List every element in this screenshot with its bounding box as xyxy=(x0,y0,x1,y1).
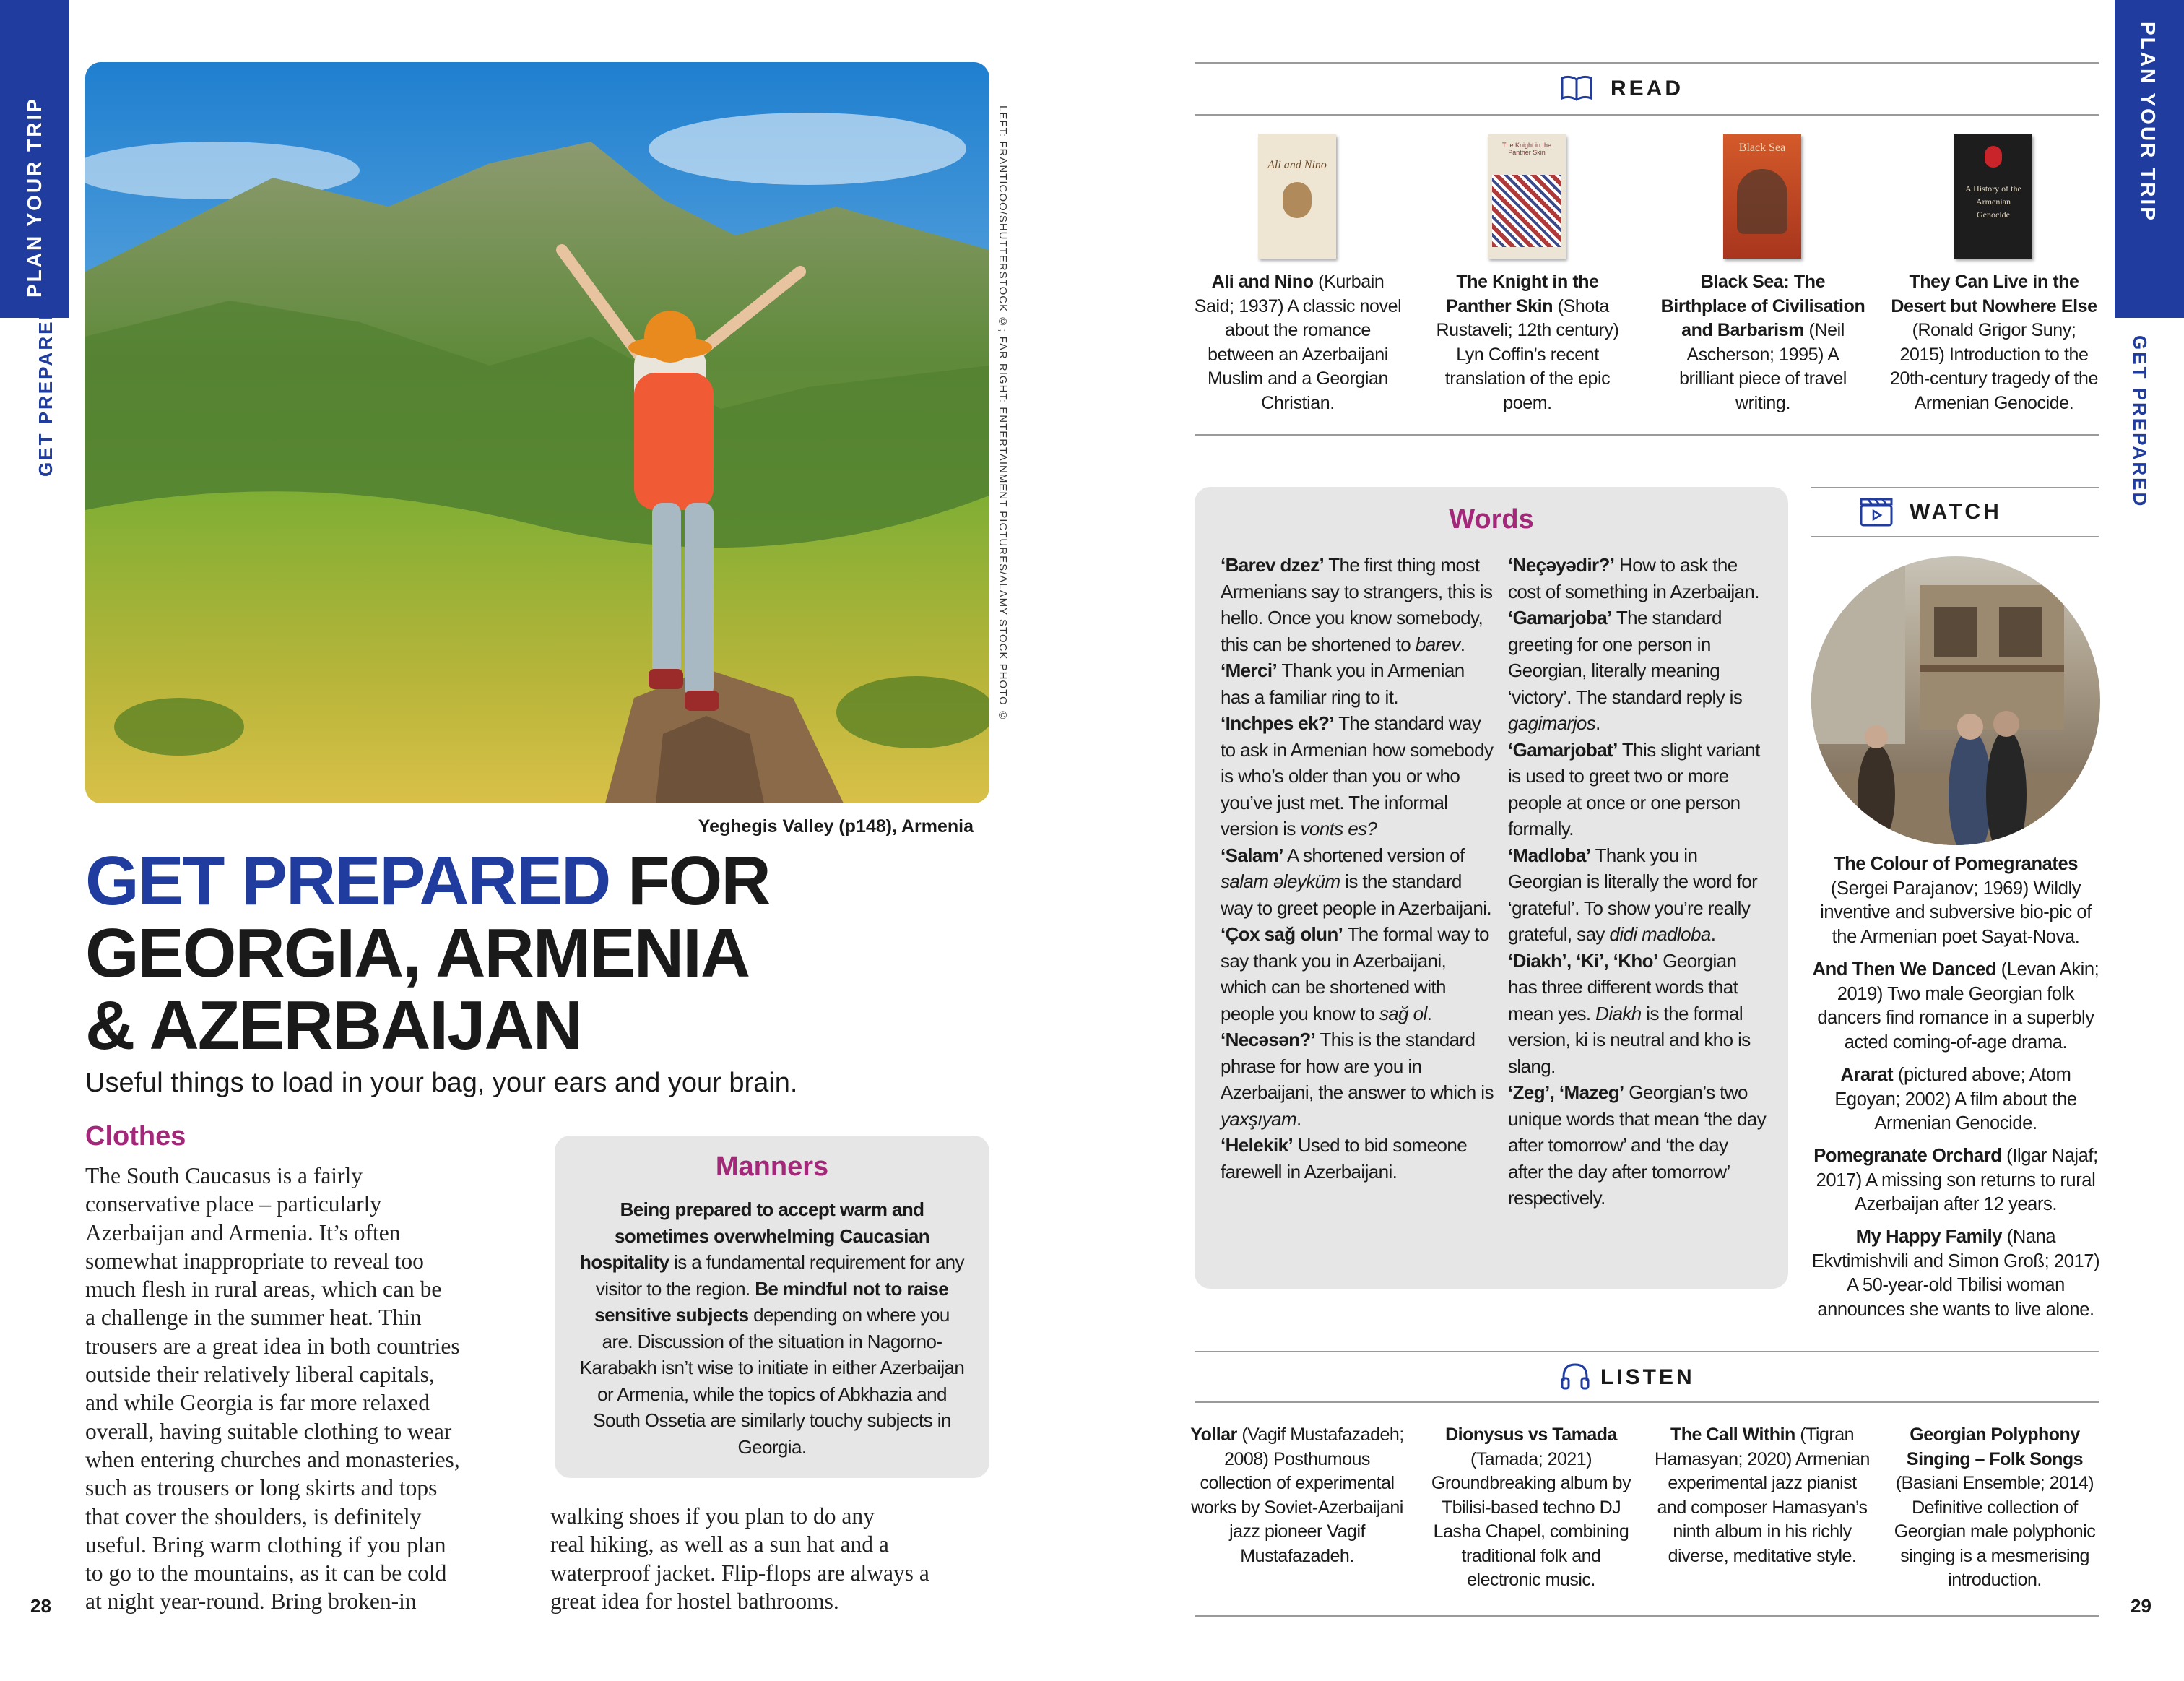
clothes-line: outside their relatively liberal capitals, xyxy=(85,1362,435,1388)
words-column-2 xyxy=(1508,552,1768,1211)
clothes-line: and while Georgia is far more relaxed xyxy=(85,1390,430,1416)
glossary-definition-end: . xyxy=(1460,633,1465,655)
book-title: They Can Live in the Desert but Nowhere Else xyxy=(1891,272,2097,316)
glossary-entry xyxy=(1221,552,1495,657)
glossary-definition: A shortened version of xyxy=(1283,844,1465,866)
clothes-line: somewhat inappropriate to reveal too xyxy=(85,1248,424,1274)
clothes-line: trousers are a great idea in both countries xyxy=(85,1333,460,1359)
album-desc: (Tigran Hamasyan; 2020) Armenian experimental jazz pianist and composer Hamasyan’s ninth album in his richly diverse, meditative style. xyxy=(1655,1425,1870,1566)
manners-text-1: is a fundamental requirement for any visitor to the region. xyxy=(595,1251,964,1300)
book-caption-3 xyxy=(1658,270,1868,415)
cover-title: Black Sea xyxy=(1738,142,1786,154)
album-title: Georgian Polyphony Singing – Folk Songs xyxy=(1906,1425,2084,1469)
glossary-term: ‘Necəsən?’ xyxy=(1221,1029,1316,1050)
manners-text-2: depending on where you are. Discussion of the situation in Nagorno-Karabakh isn’t wise to initiate in either Azerbaijan or Armenia, while the topics of Abkhazia and South Ossetia are similarly touchy subjects in Georgia. xyxy=(579,1304,965,1458)
glossary-entry xyxy=(1221,657,1495,710)
clothes-body-continued xyxy=(550,1502,998,1615)
glossary-definition: Thank you in Georgian is literally the word for ‘grateful’. To show you’re really grateful, say xyxy=(1508,844,1758,945)
glossary-definition: Used to bid someone farewell in Azerbaijani. xyxy=(1221,1134,1468,1183)
film-desc: (Ilgar Najaf; 2017) A missing son returns to rural Azerbaijan after 12 years. xyxy=(1816,1146,2098,1214)
cover-title: The Knight in the Panther Skin xyxy=(1502,142,1552,156)
glossary-italic: salam əleyküm xyxy=(1221,870,1340,892)
glossary-term: ‘Salam’ xyxy=(1221,844,1283,866)
album-title: Dionysus vs Tamada xyxy=(1445,1425,1617,1445)
book-caption-4 xyxy=(1889,270,2099,415)
manners-heading: Manners xyxy=(715,1151,829,1182)
album-caption-3 xyxy=(1654,1423,1871,1568)
glossary-term: ‘Gamarjobat’ xyxy=(1508,738,1618,761)
film-desc: (pictured above; Atom Egoyan; 2002) A film about the Armenian Genocide. xyxy=(1834,1065,2077,1133)
clothes-line: useful. Bring warm clothing if you plan xyxy=(85,1531,446,1557)
watch-rule-bottom xyxy=(1811,536,2099,537)
glossary-definition-end: . xyxy=(1710,923,1716,945)
glossary-term: ‘Zeg’, ‘Mazeg’ xyxy=(1508,1081,1624,1103)
side-tab-left xyxy=(0,0,69,318)
manners-emph-1: Being prepared to accept warm and sometimes overwhelming Caucasian hospitality xyxy=(580,1198,930,1273)
glossary-italic: sağ ol xyxy=(1379,1002,1427,1024)
clothes-line: a challenge in the summer heat. Thin xyxy=(85,1305,422,1331)
book-icon xyxy=(1560,74,1593,103)
intro-text: Useful things to load in your bag, your ears and your brain. xyxy=(85,1068,798,1098)
side-tab-label: PLAN YOUR TRIP xyxy=(23,97,46,298)
book-caption-1 xyxy=(1193,270,1403,415)
clothes-line: overall, having suitable clothing to wear xyxy=(85,1418,452,1444)
glossary-italic: Diakh xyxy=(1595,1002,1642,1024)
listen-rule-mid xyxy=(1195,1401,2099,1403)
glossary-term: ‘Helekik’ xyxy=(1221,1134,1294,1156)
listen-rule-bottom xyxy=(1195,1615,2099,1617)
read-rule-bottom xyxy=(1195,434,2099,436)
book-cover-ali-and-nino xyxy=(1258,134,1336,259)
clothes-line: such as trousers or long skirts and tops xyxy=(85,1475,438,1501)
glossary-definition-end: . xyxy=(1595,712,1600,734)
glossary-definition: Georgian’s two unique words that mean ‘the day after tomorrow’ and ‘the day after the day after tomorrow’ respectively. xyxy=(1508,1081,1767,1209)
cover-title: A History of the Armenian Genocide xyxy=(1965,183,2022,220)
glossary-term: ‘Neçəyədir?’ xyxy=(1508,554,1615,576)
clothes-cont-line: walking shoes if you plan to do any xyxy=(550,1503,875,1529)
album-desc: (Basiani Ensemble; 2014) Definitive collection of Georgian male polyphonic singing is a mesmerising introduction. xyxy=(1894,1473,2096,1590)
film-title: My Happy Family xyxy=(1855,1227,2003,1247)
book-title: Black Sea: The Birthplace of Civilisation and Barbarism xyxy=(1660,272,1866,340)
headphones-icon xyxy=(1560,1361,1590,1391)
watch-rule-top xyxy=(1811,487,2099,488)
side-tab-label-right: PLAN YOUR TRIP xyxy=(2137,22,2159,222)
manners-box xyxy=(555,1136,989,1478)
film-desc: (Sergei Parajanov; 1969) Wildly inventive and subversive bio-pic of the Armenian poet Sayat-Nova. xyxy=(1820,878,2092,947)
film-still-ararat xyxy=(1811,556,2100,845)
photo-caption: Yeghegis Valley (p148), Armenia xyxy=(698,816,974,837)
glossary-term: ‘Madloba’ xyxy=(1508,844,1591,866)
glossary-term: ‘Gamarjoba’ xyxy=(1508,607,1612,628)
book-desc: (Shota Rustaveli; 12th century) Lyn Coffin’s recent translation of the epic poem. xyxy=(1436,295,1619,413)
glossary-entry xyxy=(1221,1132,1495,1185)
book-cover-black-sea xyxy=(1723,134,1801,259)
film-caption-3 xyxy=(1811,1063,2100,1136)
album-caption-1 xyxy=(1189,1423,1405,1568)
listen-rule-top xyxy=(1195,1351,2099,1352)
glossary-definition: The standard greeting for one person in Georgian, literally meaning ‘victory’. The standard reply is xyxy=(1508,607,1743,708)
glossary-entry xyxy=(1221,842,1495,922)
glossary-definition: Thank you in Armenian has a familiar ring to it. xyxy=(1221,660,1465,708)
glossary-entry xyxy=(1221,1027,1495,1132)
glossary-definition: The first thing most Armenians say to strangers, this is hello. Once you know somebody, this can be shortened to xyxy=(1221,554,1493,655)
film-title: The Colour of Pomegranates xyxy=(1833,854,2079,874)
read-rule-mid xyxy=(1195,114,2099,116)
clothes-line: The South Caucasus is a fairly xyxy=(85,1163,363,1188)
clothes-cont-line: great idea for hostel bathrooms. xyxy=(550,1588,839,1614)
clapperboard-icon xyxy=(1859,496,1894,527)
manners-body xyxy=(579,1196,965,1460)
words-column-1 xyxy=(1221,552,1495,1185)
film-caption-2 xyxy=(1811,958,2100,1055)
glossary-definition: The formal way to say thank you in Azerbaijani, which can be shortened with people you know to xyxy=(1221,923,1489,1024)
glossary-entry xyxy=(1508,605,1768,737)
glossary-definition-end: . xyxy=(1296,1107,1301,1130)
glossary-entry xyxy=(1508,737,1768,842)
glossary-definition-end: is the formal version, ki is neutral and kho is slang. xyxy=(1508,1002,1751,1077)
clothes-line: to go to the mountains, as it can be cold xyxy=(85,1560,447,1586)
book-desc: (Ronald Grigor Suny; 2015) Introduction to the 20th-century tragedy of the Armenian Genocide. xyxy=(1890,320,2098,413)
glossary-term: ‘Diakh’, ‘Ki’, ‘Kho’ xyxy=(1508,949,1658,972)
clothes-cont-line: real hiking, as well as a sun hat and a xyxy=(550,1531,889,1557)
film-desc: (Levan Akin; 2019) Two male Georgian folk dancers find romance in a superbly acted coming-of-age drama. xyxy=(1817,959,2100,1053)
listen-label: LISTEN xyxy=(1600,1365,1695,1389)
glossary-italic: barev xyxy=(1415,633,1460,655)
album-title: The Call Within xyxy=(1670,1425,1795,1445)
cover-title: Ali and Nino xyxy=(1268,159,1327,171)
film-still-illustration xyxy=(1811,556,2100,845)
film-title: Ararat xyxy=(1840,1065,1894,1085)
glossary-italic: yaxşıyam xyxy=(1221,1107,1297,1130)
side-section-label-right: GET PREPARED xyxy=(2129,335,2151,509)
glossary-term: ‘Çox sağ olun’ xyxy=(1221,923,1343,945)
glossary-term: ‘Inchpes ek?’ xyxy=(1221,712,1334,734)
film-desc: (Nana Ekvtimishvili and Simon Groß; 2017) A 50-year-old Tbilisi woman announces she wants to live alone. xyxy=(1811,1227,2100,1320)
film-caption-5 xyxy=(1811,1225,2100,1322)
glossary-italic: didi madloba xyxy=(1609,923,1711,945)
glossary-definition: This is the standard phrase for how are you in Azerbaijani, the answer to which is xyxy=(1221,1029,1494,1103)
read-rule-top xyxy=(1195,62,2099,64)
book-cover-knight xyxy=(1488,134,1566,259)
book-title: Ali and Nino xyxy=(1211,272,1314,292)
page-number-right: 29 xyxy=(2131,1595,2152,1617)
album-desc: (Vagif Mustafazadeh; 2008) Posthumous collection of experimental works by Soviet-Azerbaijani jazz pioneer Vagif Mustafazadeh. xyxy=(1191,1425,1404,1566)
glossary-term: ‘Barev dzez’ xyxy=(1221,554,1325,576)
glossary-term: ‘Merci’ xyxy=(1221,660,1278,681)
clothes-line: at night year-round. Bring broken-in xyxy=(85,1589,417,1615)
album-caption-2 xyxy=(1423,1423,1639,1593)
glossary-definition: This slight variant is used to greet two or more people at once or one person formally. xyxy=(1508,738,1760,839)
glossary-entry xyxy=(1221,921,1495,1027)
photo-credit: LEFT: FRANTICOO/SHUTTERSTOCK ©; FAR RIGHT: ENTERTAINMENT PICTURES/ALAMY STOCK PHOTO © xyxy=(997,105,1009,722)
film-caption-1 xyxy=(1811,852,2100,949)
title-word-for: FOR xyxy=(628,842,770,920)
glossary-definition-end: is the standard way to greet people in Azerbaijani. xyxy=(1221,870,1492,919)
glossary-definition: Georgian has three different words that mean yes. xyxy=(1508,949,1738,1024)
book-caption-2 xyxy=(1423,270,1632,415)
clothes-heading: Clothes xyxy=(85,1121,186,1151)
glossary-definition: How to ask the cost of something in Azerbaijan. xyxy=(1508,554,1759,602)
glossary-definition: The standard way to ask in Armenian how somebody is who’s older than you or who you’ve just met. The informal version is xyxy=(1221,712,1494,839)
glossary-definition-end: . xyxy=(1426,1002,1432,1024)
title-line-3: & AZERBAIJAN xyxy=(85,987,582,1064)
glossary-entry xyxy=(1508,552,1768,605)
words-heading: Words xyxy=(1449,504,1534,535)
clothes-line: when entering churches and monasteries, xyxy=(85,1446,460,1472)
title-highlight: GET PREPARED xyxy=(85,842,610,920)
page-number-left: 28 xyxy=(30,1595,51,1617)
book-cover-armenian-genocide xyxy=(1954,134,2032,259)
book-title: The Knight in the Panther Skin xyxy=(1446,272,1599,316)
valley-photo xyxy=(85,62,989,803)
clothes-line: much flesh in rural areas, which can be xyxy=(85,1276,442,1302)
manners-emph-2: Be mindful not to raise sensitive subjects xyxy=(594,1277,949,1326)
book-desc: (Neil Ascherson; 1995) A brilliant piece of travel writing. xyxy=(1679,320,1847,413)
side-tab-right xyxy=(2115,0,2184,318)
read-label: READ xyxy=(1611,77,1684,100)
page-title xyxy=(85,842,770,1064)
clothes-line: that cover the shoulders, is definitely xyxy=(85,1503,422,1529)
album-caption-4 xyxy=(1886,1423,2103,1593)
film-title: And Then We Danced xyxy=(1812,959,1997,980)
glossary-italic: gagimarjos xyxy=(1508,712,1596,734)
words-box xyxy=(1195,487,1788,1289)
album-title: Yollar xyxy=(1190,1425,1237,1445)
glossary-entry xyxy=(1508,948,1768,1080)
glossary-entry xyxy=(1508,1079,1768,1211)
glossary-entry xyxy=(1221,710,1495,842)
book-desc: (Kurbain Said; 1937) A classic novel about the romance between an Azerbaijani Muslim and a Georgian Christian. xyxy=(1194,272,1402,413)
title-line-2: GEORGIA, ARMENIA xyxy=(85,915,750,992)
watch-label: WATCH xyxy=(1910,500,2002,524)
clothes-line: conservative place – particularly xyxy=(85,1191,382,1217)
film-title: Pomegranate Orchard xyxy=(1814,1146,2002,1166)
clothes-line: Azerbaijan and Armenia. It’s often xyxy=(85,1219,401,1245)
album-desc: (Tamada; 2021) Groundbreaking album by Tbilisi-based techno DJ Lasha Chapel, combining traditional folk and electronic music. xyxy=(1431,1448,1632,1590)
glossary-italic: vonts es? xyxy=(1300,818,1377,839)
film-caption-4 xyxy=(1811,1144,2100,1217)
clothes-cont-line: waterproof jacket. Flip-flops are always a xyxy=(550,1560,930,1586)
clothes-body xyxy=(85,1162,547,1616)
side-section-label: GET PREPARED xyxy=(35,303,56,477)
valley-illustration xyxy=(85,62,989,803)
glossary-entry xyxy=(1508,842,1768,948)
